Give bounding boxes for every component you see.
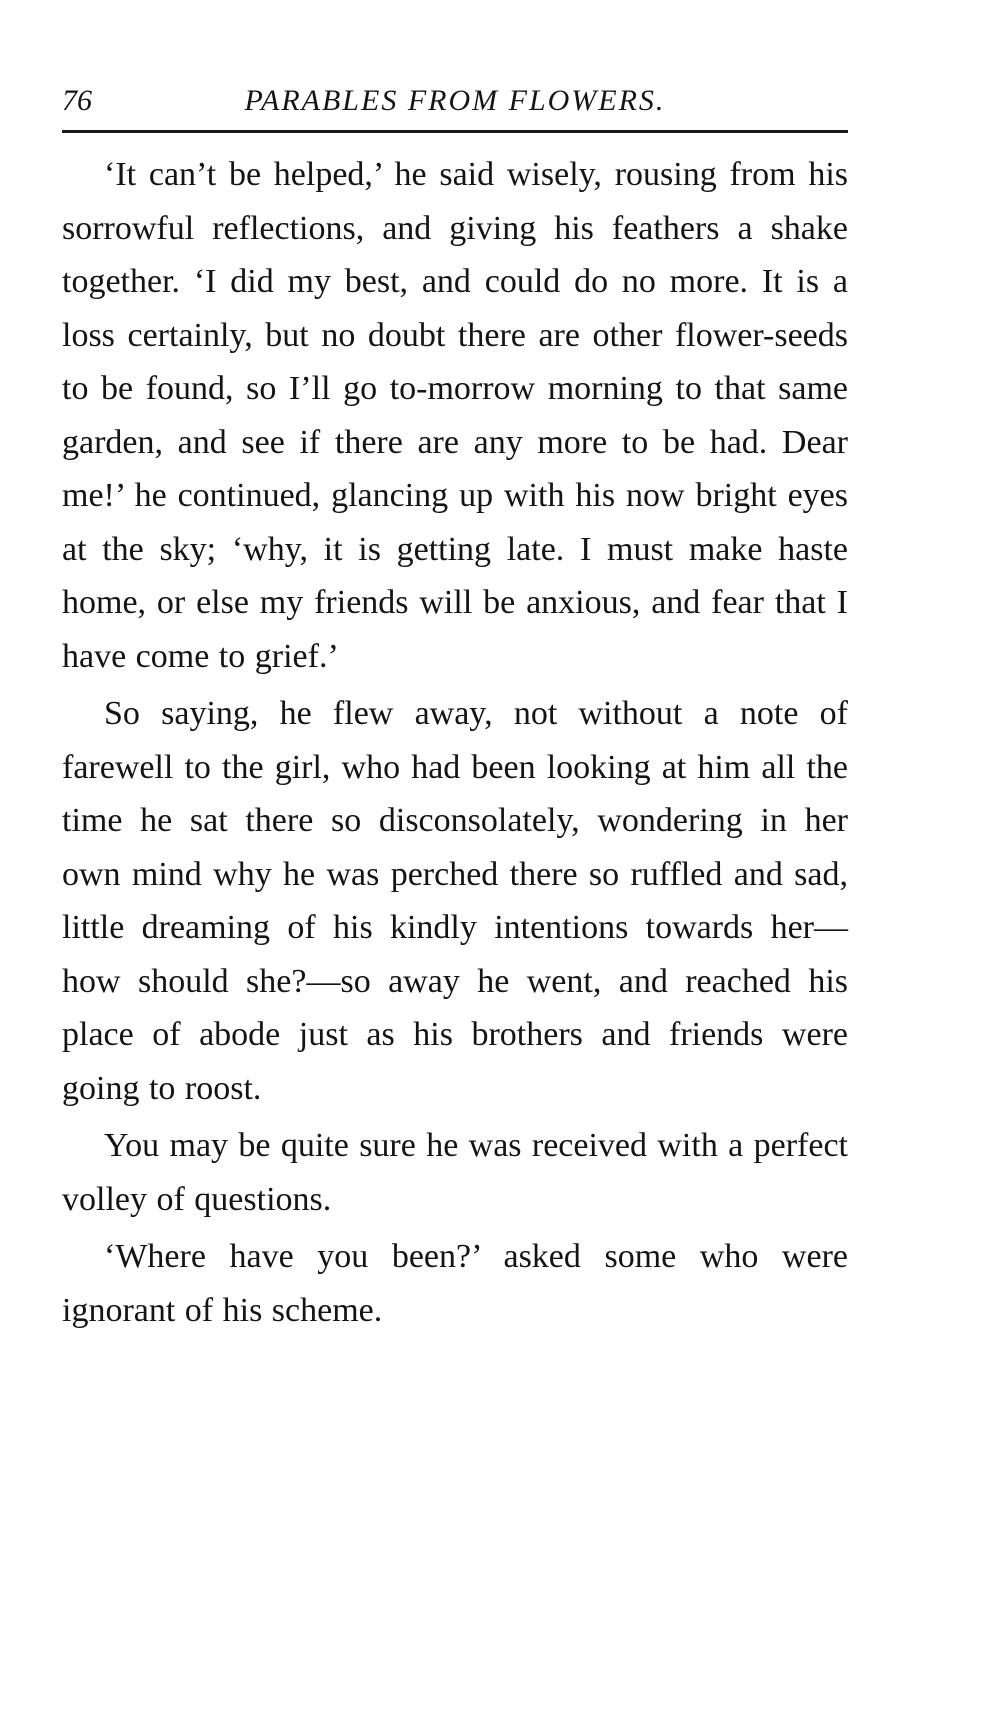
running-title: PARABLES FROM FLOWERS. [244, 84, 666, 117]
paragraph: ‘It can’t be helped,’ he said wisely, rousing from his sorrowful reflections, and giving his feathers a shake together. ‘I did my best, and could do no more. It is a loss certainly, but no doubt there are other flower-seeds to be found, so I’ll go to-morrow morning to that same garden, and see if there are any more to be had. Dear me!’ he continued, glancing up with his now bright eyes at the sky; ‘why, it is getting late. I must make haste home, or else my friends will be anxious, and fear that I have come to grief.’ [62, 156, 848, 675]
running-head [62, 78, 848, 122]
paragraph: So saying, he flew away, not without a note of farewell to the girl, who had been looking at him all the time he sat there so disconsolately, wondering in her own mind why he was perched there so ruffled and sad, little dreaming of his kindly intentions towards her—how should she?—so away he went, and reached his place of abode just as his brothers and friends were going to roost. [62, 695, 848, 1107]
paragraph: ‘Where have you been?’ asked some who were ignorant of his scheme. [62, 1238, 848, 1329]
page-number: 76 [62, 84, 92, 117]
header-rule [62, 130, 848, 133]
paragraph: You may be quite sure he was received with a perfect volley of questions. [62, 1127, 848, 1218]
book-page [62, 0, 848, 1716]
body-text [62, 148, 848, 1337]
